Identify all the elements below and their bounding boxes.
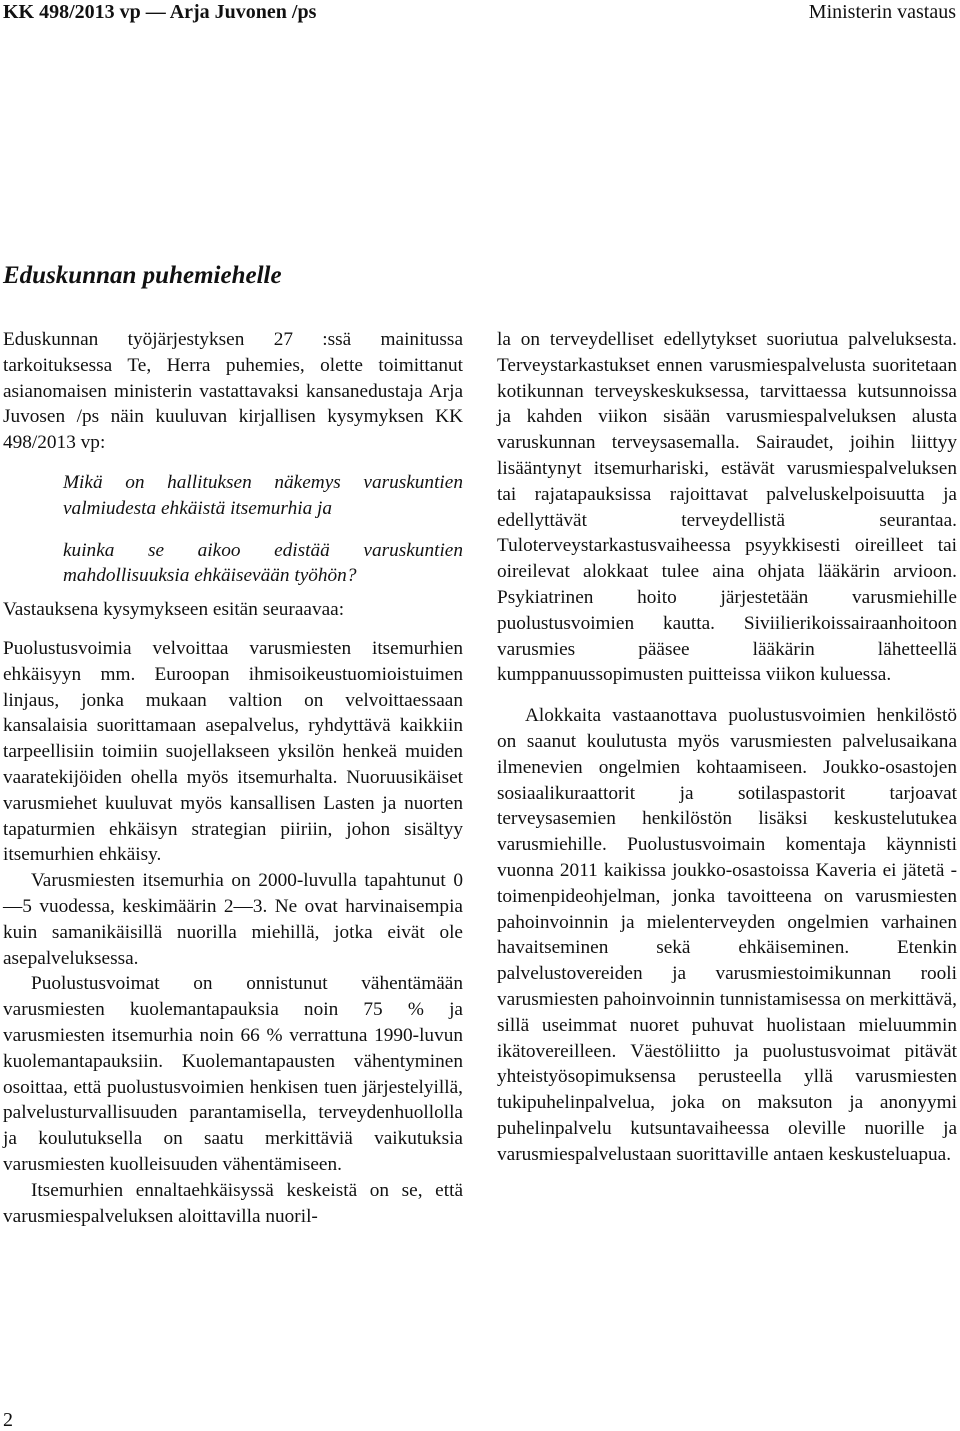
- document-reference: KK 498/2013 vp — Arja Juvonen /ps: [3, 1, 317, 23]
- answer-intro: Vastauksena kysymykseen esitän seuraavaa:: [3, 599, 345, 621]
- left-column: [3, 327, 463, 1229]
- answer-paragraph: Puolustusvoimat on onnistunut vähentämään varusmiesten kuolemantapauksia noin 75 % ja varusmiesten itsemurhia noin 66 % verrattuna 1990-luvun kuolemantapauksiin. Kuolemantapausten vähentyminen osoittaa, että puolustusvoimien henkisen tuen järjestelyillä, palvelusturvallisuuden parantamisella, terveydenhuollolla ja koulutuksella on saatu merkittäviä vaikutuksia varusmiesten kuolleisuuden vähentämiseen.: [3, 973, 463, 1175]
- right-column: [497, 327, 957, 1168]
- salutation-heading: Eduskunnan puhemiehelle: [3, 262, 282, 289]
- page-number: 2: [3, 1409, 13, 1431]
- answer-paragraph: Alokkaita vastaanottava puolustusvoimien henkilöstö on saanut koulutusta myös varusmiesten palvelusaikana ilmenevien ongelmien kohtaamiseen. Joukko-osastojen sosiaalikuraattorit ja sotilaspastorit tarjoavat terveysasemien henkilöstön lisäksi keskustelutukea varusmiehille. Puolustusvoimain komentaja käynnisti vuonna 2011 kaikissa joukko-osastoissa Kaveria ei jätetä -toimenpideohjelman, jonka tavoitteena on varusmiesten pahoinvoinnin ja mielenterveyden ongelmien varhainen havaitseminen sekä ehkäiseminen. Etenkin palvelustovereiden ja varusmiestoimikunnan rooli varusmiesten pahoinvoinnin tunnistamisessa on merkittävä, sillä useimmat nuoret puhuvat huolistaan mieluummin ikätovereilleen. Väestöliitto ja puolustusvoimat pitävät yhteistyösopimuksensa perusteella yllä varusmiesten tukipuhelinpalvelua, joka on maksuton ja anonyymi puhelinpalvelu kutsuntavaiheessa oleville nuorille ja varusmiespalvelustaan suorittaville antaen keskusteluapua.: [497, 705, 957, 1165]
- question-quote-2: kuinka se aikoo edistää varuskuntien mahdollisuuksia ehkäisevään työhön?: [63, 539, 463, 587]
- intro-paragraph: Eduskunnan työjärjestyksen 27 :ssä mainitussa tarkoituksessa Te, Herra puhemies, olette toimittanut asianomaisen ministerin vastattavaksi kansanedustaja Arja Juvosen /ps näin kuuluvan kirjallisen kysymyksen KK 498/2013 vp:: [3, 329, 463, 454]
- page-header: [0, 0, 960, 26]
- answer-paragraph: la on terveydelliset edellytykset suoriutua palveluksesta. Terveystarkastukset ennen varusmiespalvelusta suoritetaan kotikunnan terveyskeskuksessa, tarvittaessa kutsunnoissa ja kahden viikon sisään varusmiespalveluksen alusta varuskunnan terveysasemalla. Sairaudet, joihin liittyy lisääntynyt itsemurhariski, estävät varusmiespalveluksen tai rajatapauksissa rajoittavat palveluskelpoisuutta ja edellyttävät terveydellistä seurantaa. Tuloterveystarkastusvaiheessa psyykkisesti oireilleet tai oireilevat alokkaat tulee aina ohjata lääkärin arvioon. Psykiatrinen hoito järjestetään varusmiehille puolustusvoimien kautta. Siviilierikoissairaanhoitoon varusmies pääsee lääkärin lähetteellä kumppanuussopimusten puitteissa viikon kuluessa.: [497, 329, 957, 686]
- question-quote-1: Mikä on hallituksen näkemys varuskuntien valmiudesta ehkäistä itsemurhia ja: [63, 471, 463, 519]
- answer-paragraph: Puolustusvoimia velvoittaa varusmiesten itsemurhien ehkäisyyn mm. Euroopan ihmisoikeustuomioistuimen linjaus, jonka mukaan valtion on velvoittaessaan kansalaisia suorittamaan asepalvelus, ryhdyttävä kaikkiin tarpeellisiin toimiin suojellakseen yksilön henkeä muiden vaaratekijöiden ohella myös itsemurhalta. Nuoruusikäiset varusmiehet kuuluvat myös kansallisen Lasten ja nuorten tapaturmien ehkäisyn strategian piiriin, johon sisältyy itsemurhien ehkäisy.: [3, 637, 463, 866]
- answer-paragraph: Varusmiesten itsemurhia on 2000-luvulla tapahtunut 0—5 vuodessa, keskimäärin 2—3. Ne ovat harvinaisempia kuin samanikäisillä nuorilla miehillä, jotka eivät ole asepalveluksessa.: [3, 870, 463, 969]
- document-section-title: Ministerin vastaus: [808, 1, 956, 23]
- answer-paragraph: Itsemurhien ennaltaehkäisyssä keskeistä on se, että varusmiespalveluksen aloittavilla nuoril-: [3, 1179, 463, 1227]
